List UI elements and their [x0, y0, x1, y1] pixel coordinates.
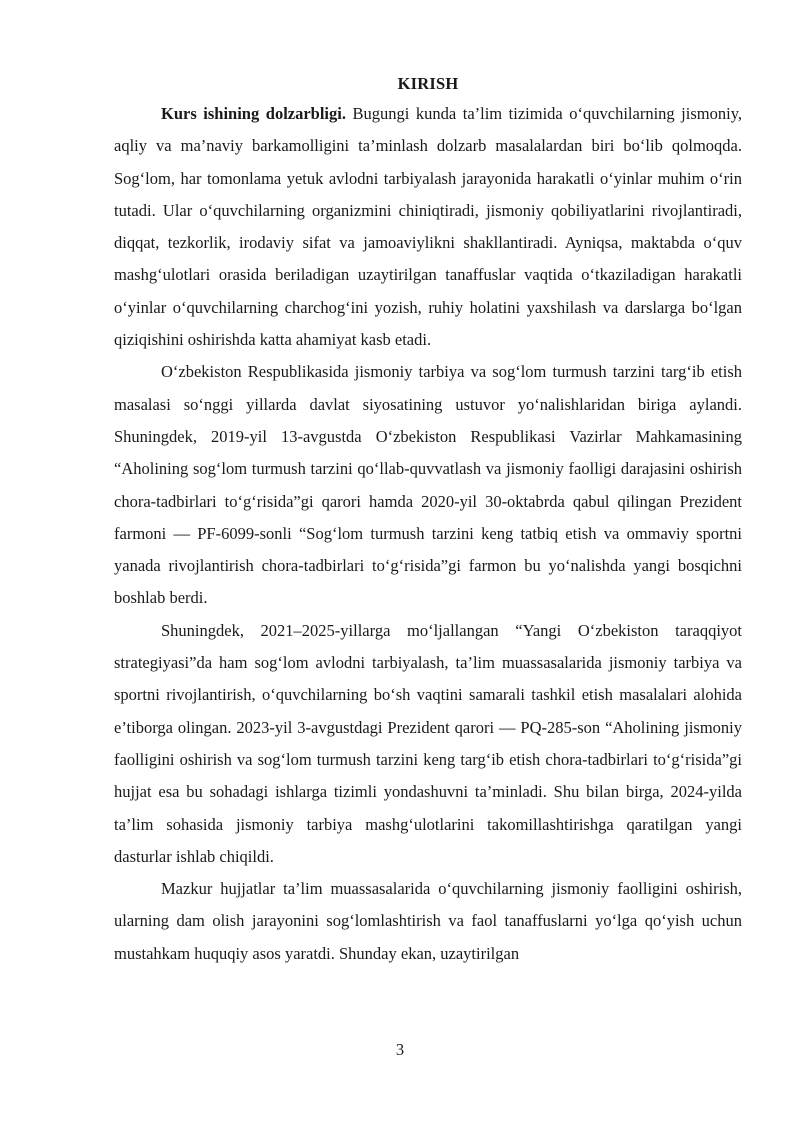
paragraph-text: Bugungi kunda ta’lim tizimida o‘quvchilarning jismoniy, aqliy va ma’naviy barkamolligini ta’minlash dolzarb masalalardan biri bo‘lib qolmoqda. Sog‘lom, har tomonlama yetuk avlodni tarbiyalash jarayonida harakatli o‘yinlar muhim o‘rin tutadi. Ular o‘quvchilarning organizmini chiniqtiradi, jismoniy qobiliyatlarini rivojlantiradi, diqqat, tezkorlik, irodaviy sifat va jamoaviylikni shakllantiradi. Ayniqsa, maktabda o‘quv mashg‘ulotlari orasida beriladigan uzaytirilgan tanaffuslar vaqtida o‘tkaziladigan harakatli o‘yinlar o‘quvchilarning charchog‘ini yozish, ruhiy holatini yaxshilash va darslarga bo‘lgan qiziqishini oshirishda katta ahamiyat kasb etadi.: [114, 104, 742, 350]
paragraph-legislation: O‘zbekiston Respublikasida jismoniy tarbiya va sog‘lom turmush tarzini targ‘ib etish masalasi so‘nggi yillarda davlat siyosatining ustuvor yo‘nalishlaridan biriga aylandi. Shuningdek, 2019-yil 13-avgustda O‘zbekiston Respublikasi Vazirlar Mahkamasining “Aholining sog‘lom turmush tarzini qo‘llab-quvvatlash va jismoniy faolligi darajasini oshirish chora-tadbirlari to‘g‘risida”gi qarori hamda 2020-yil 30-oktabrda qabul qilingan Prezident farmoni — PF-6099-sonli “Sog‘lom turmush tarzini keng tatbiq etish va ommaviy sportni yanada rivojlantirish chora-tadbirlari to‘g‘risida”gi farmon bu yo‘nalishda yangi bosqichni boshlab berdi.: [114, 362, 742, 608]
paragraph-legal-basis: Mazkur hujjatlar ta’lim muassasalarida o‘quvchilarning jismoniy faolligini oshirish, ularning dam olish jarayonini sog‘lomlashtirish va faol tanaffuslarni yo‘lga qo‘yish uchun mustahkam huquqiy asos yaratdi. Shunday ekan, uzaytirilgan: [114, 879, 742, 963]
page-number: 3: [395, 1040, 405, 1059]
paragraph-strategy: Shuningdek, 2021–2025-yillarga mo‘ljallangan “Yangi O‘zbekiston taraqqiyot strategiyasi”da ham sog‘lom avlodni tarbiyalash, ta’lim muassasalarida jismoniy tarbiya va sportni rivojlantirish, o‘quvchilarning bo‘sh vaqtini samarali tashkil etish masalalari alohida e’tiborga olingan. 2023-yil 3-avgustdagi Prezident qarori — PQ-285-son “Aholining jismoniy faolligini oshirish va sog‘lom turmush tarzini keng targ‘ib etish chora-tadbirlari to‘g‘risida”gi hujjat esa bu sohadagi ishlarga tizimli yondashuvni ta’minladi. Shu bilan birga, 2024-yilda ta’lim sohasida jismoniy tarbiya mashg‘ulotlarini takomillashtirishga qaratilgan yangi dasturlar ishlab chiqildi.: [114, 620, 742, 866]
document-page: [114, 72, 742, 970]
section-heading: KIRISH: [397, 74, 459, 93]
paragraph-relevance: [114, 98, 742, 356]
paragraph-lead: Kurs ishining dolzarbligi.: [161, 104, 346, 123]
